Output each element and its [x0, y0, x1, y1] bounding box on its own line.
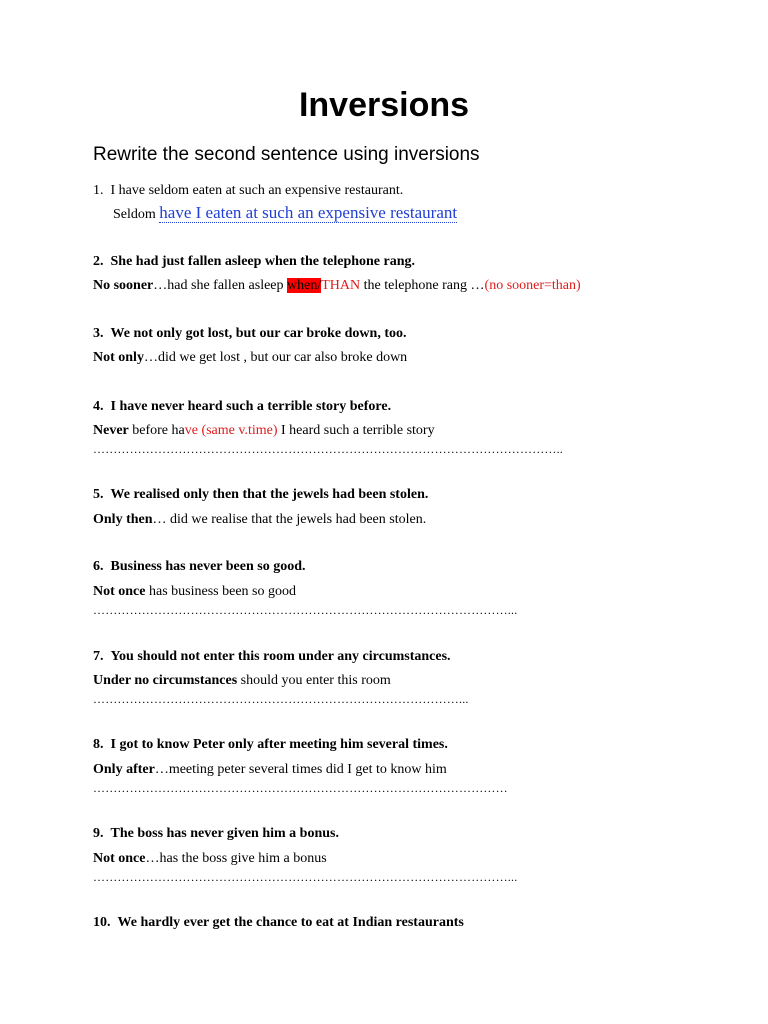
highlighted-word: when/ — [287, 278, 322, 293]
answer-dotted-line: ………………………………………………………………………………………… — [93, 781, 508, 795]
item-8-question — [93, 737, 448, 753]
question-text: We not only got lost, but our car broke down, too. — [110, 326, 407, 341]
item-3-answer — [93, 350, 407, 366]
answer-text: before ha — [128, 423, 185, 438]
item-10-question — [93, 915, 464, 931]
item-2-question — [93, 254, 415, 270]
item-4-answer — [93, 423, 435, 439]
item-number: 9. — [93, 826, 104, 841]
answer-text-end: I heard such a terrible story — [277, 423, 435, 438]
question-text: The boss has never given him a bonus. — [110, 826, 339, 841]
item-number: 7. — [93, 649, 104, 664]
answer-lead: No sooner — [93, 278, 154, 293]
item-7-question — [93, 649, 451, 665]
answer-lead: Only after — [93, 762, 155, 777]
answer-text: …has the boss give him a bonus — [145, 851, 327, 866]
question-text: We realised only then that the jewels had been stolen. — [110, 487, 429, 502]
item-1-answer — [113, 203, 457, 223]
answer-lead: Not only — [93, 350, 144, 365]
answer-dotted-line: ………………………………………………………………………………... — [93, 692, 469, 706]
answer-text: have I eaten at such an expensive restaurant — [159, 203, 458, 222]
item-5-question — [93, 487, 428, 503]
answer-dotted-line: …………………………………………………………………………………………... — [93, 870, 518, 884]
answer-lead: Never — [93, 423, 129, 438]
question-text: I got to know Peter only after meeting him several times. — [110, 737, 448, 752]
item-7-answer — [93, 673, 391, 689]
item-9-answer — [93, 851, 327, 867]
item-number: 8. — [93, 737, 104, 752]
answer-text: has business been so good — [145, 584, 296, 599]
item-4-question — [93, 399, 391, 415]
question-text: I have seldom eaten at such an expensive restaurant. — [110, 183, 404, 198]
answer-lead: Only then — [93, 512, 153, 527]
item-number: 6. — [93, 559, 104, 574]
item-1-question — [93, 183, 403, 199]
question-text: She had just fallen asleep when the telephone rang. — [110, 254, 416, 269]
question-text: I have never heard such a terrible story before. — [110, 399, 392, 414]
answer-lead: Under no circumstances — [93, 673, 238, 688]
item-number: 1. — [93, 183, 104, 198]
question-text: You should not enter this room under any circumstances. — [110, 649, 451, 664]
item-number: 5. — [93, 487, 104, 502]
item-number: 4. — [93, 399, 104, 414]
item-number: 3. — [93, 326, 104, 341]
answer-text: …had she fallen asleep — [153, 278, 288, 293]
answer-text: …did we get lost , but our car also broke down — [143, 350, 408, 365]
item-9-question — [93, 826, 339, 842]
answer-text: should you enter this room — [237, 673, 391, 688]
correction-note: ve (same v.time) — [184, 423, 278, 438]
answer-text: …meeting peter several times did I get to know him — [154, 762, 447, 777]
answer-lead: Not once — [93, 851, 146, 866]
item-2-answer — [93, 278, 581, 294]
item-5-answer — [93, 512, 426, 528]
answer-text: … did we realise that the jewels had been stolen. — [152, 512, 427, 527]
answer-lead: Not once — [93, 584, 146, 599]
item-6-question — [93, 559, 306, 575]
item-number: 10. — [93, 915, 111, 930]
answer-dotted-line: …………………………………………………………………………………………... — [93, 603, 518, 617]
item-3-question — [93, 326, 406, 342]
answer-text-end: the telephone rang … — [360, 278, 485, 293]
item-8-answer — [93, 762, 447, 778]
page-title: Inversions — [298, 86, 470, 124]
question-text: We hardly ever get the chance to eat at Indian restaurants — [117, 915, 464, 930]
question-text: Business has never been so good. — [110, 559, 306, 574]
answer-note: (no sooner=than) — [484, 278, 581, 293]
item-6-answer — [93, 584, 296, 600]
answer-dotted-line: …………………………………………………………………………………………………….. — [93, 442, 563, 456]
correction-word: THAN — [321, 278, 361, 293]
instructions-subtitle: Rewrite the second sentence using inversions — [93, 144, 480, 165]
answer-lead: Seldom — [113, 207, 156, 222]
item-number: 2. — [93, 254, 104, 269]
